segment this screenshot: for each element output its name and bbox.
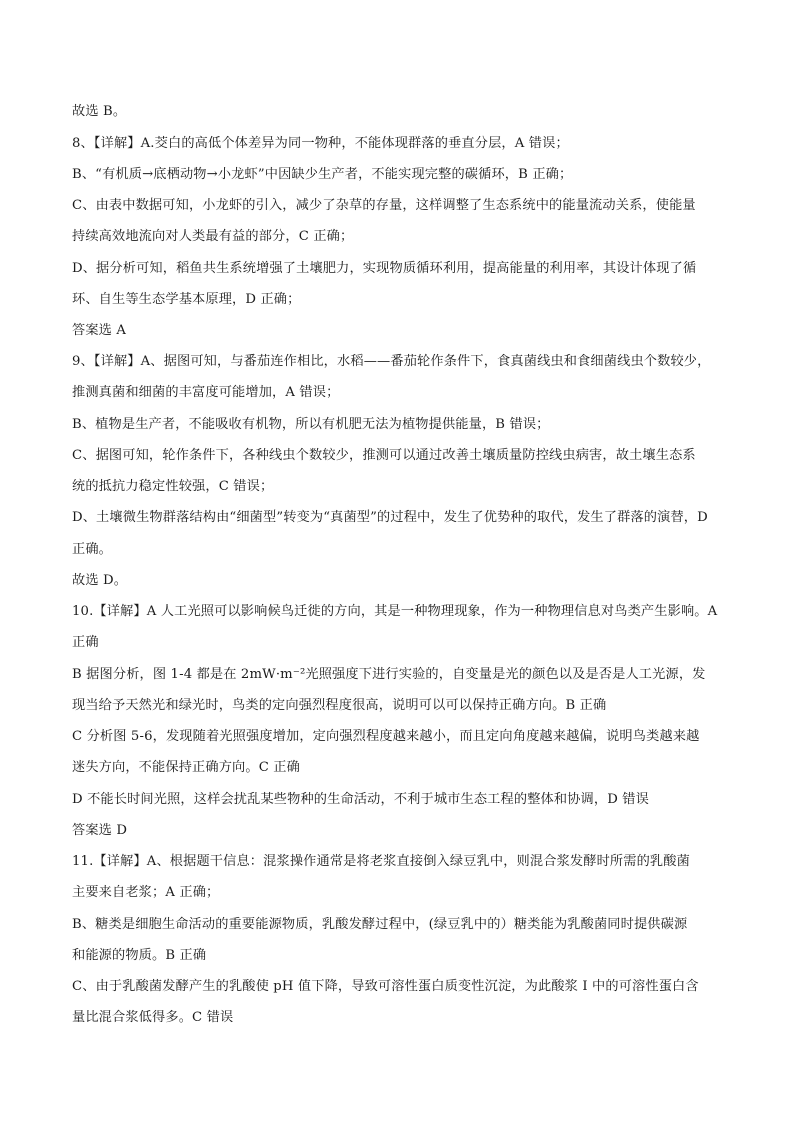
text-line-9: 9、【详解】A、据图可知，与番茄连作相比，水稻——番茄轮作条件下，食真菌线虫和食细菌线虫个数较少， — [72, 354, 711, 369]
text-line-18: 正确 — [72, 635, 99, 650]
text-line-19: B 据图分析，图 1-4 都是在 2mW·m⁻²光照强度下进行实验的，自变量是光的颜色以及是否是人工光源，发 — [72, 667, 706, 682]
text-line-22: 迷失方向，不能保持正确方向。C 正确 — [72, 760, 300, 775]
text-line-11: B、植物是生产者，不能吸收有机物，所以有机肥无法为植物提供能量，B 错误； — [72, 417, 550, 432]
text-line-23: D 不能长时间光照，这样会扰乱某些物种的生命活动，不利于城市生态工程的整体和协调，D 错误 — [72, 792, 649, 807]
text-line-15: 正确。 — [72, 542, 113, 557]
text-line-1: 故选 B。 — [72, 104, 127, 119]
text-line-12: C、据图可知，轮作条件下，各种线虫个数较少，推测可以通过改善土壤质量防控线虫病害，故土壤生态系 — [72, 448, 696, 463]
text-line-28: 和能源的物质。B 正确 — [72, 948, 207, 963]
text-line-16: 故选 D。 — [72, 573, 128, 588]
text-line-27: B、糖类是细胞生命活动的重要能源物质，乳酸发酵过程中，(绿豆乳中的）糖类能为乳酸菌同时提供碳源 — [72, 917, 688, 932]
text-line-29: C、由于乳酸菌发酵产生的乳酸使 pH 值下降，导致可溶性蛋白质变性沉淀，为此酸浆 I 中的可溶性蛋白含 — [72, 979, 699, 994]
text-line-24: 答案选 D — [72, 823, 128, 838]
text-line-2: 8、【详解】A.茭白的高低个体差异为同一物种，不能体现群落的垂直分层，A 错误； — [72, 136, 569, 151]
text-line-7: 环、自生等生态学基本原理，D 正确； — [72, 292, 301, 307]
text-line-26: 主要来自老浆；A 正确； — [72, 885, 220, 900]
text-line-21: C 分析图 5-6，发现随着光照强度增加，定向强烈程度越来越小，而且定向角度越来越偏，说明鸟类越来越 — [72, 729, 700, 744]
text-line-20: 现当给予天然光和绿光时，鸟类的定向强烈程度很高，说明可以可以保持正确方向。B 正确 — [72, 698, 607, 713]
text-line-3: B、“有机质→底栖动物→小龙虾”中因缺少生产者，不能实现完整的碳循环，B 正确； — [72, 167, 573, 182]
text-line-4: C、由表中数据可知，小龙虾的引入，减少了杂草的存量，这样调整了生态系统中的能量流动关系，使能量 — [72, 198, 696, 213]
text-line-8: 答案选 A — [72, 323, 127, 338]
text-line-6: D、据分析可知，稻鱼共生系统增强了土壤肥力，实现物质循环利用，提高能量的利用率，其设计体现了循 — [72, 261, 697, 276]
text-line-14: D、土壤微生物群落结构由“细菌型”转变为“真菌型”的过程中，发生了优势种的取代，发生了群落的演替，D — [72, 510, 708, 525]
text-line-5: 持续高效地流向对人类最有益的部分，C 正确； — [72, 229, 354, 244]
text-line-25: 11.【详解】A、根据题干信息：混浆操作通常是将老浆直接倒入绿豆乳中，则混合浆发酵时所需的乳酸菌 — [72, 854, 690, 869]
text-line-10: 推测真菌和细菌的丰富度可能增加，A 错误； — [72, 385, 340, 400]
text-line-30: 量比混合浆低得多。C 错误 — [72, 1010, 234, 1025]
text-line-17: 10.【详解】A 人工光照可以影响候鸟迁徙的方向，其是一种物理现象，作为一种物理信息对鸟类产生影响。A — [72, 604, 718, 619]
text-line-13: 统的抵抗力稳定性较强，C 错误； — [72, 479, 274, 494]
